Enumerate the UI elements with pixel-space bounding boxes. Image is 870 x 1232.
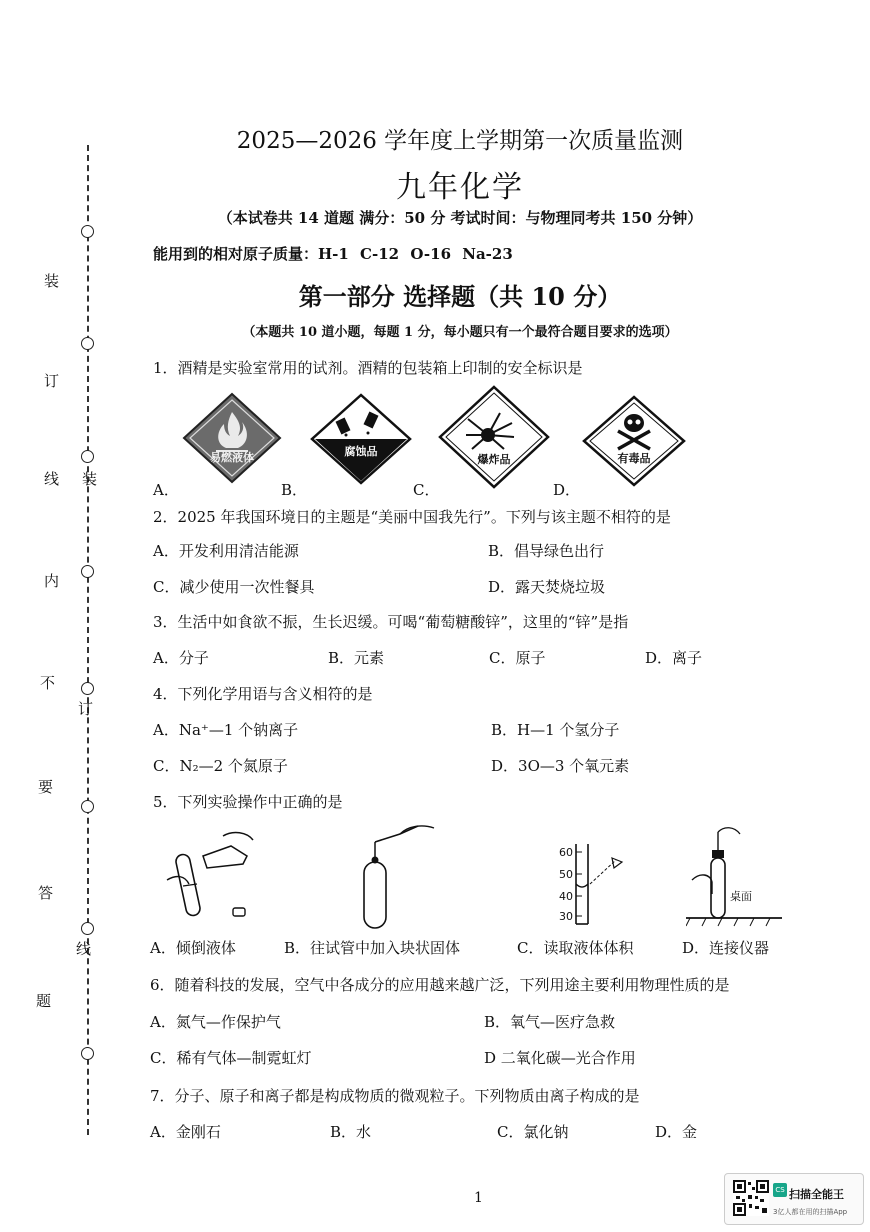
toxic-sign-icon bbox=[582, 395, 686, 487]
binding-hole-icon bbox=[81, 1047, 94, 1060]
scanner-tagline: 3亿人都在用的扫描App bbox=[773, 1208, 848, 1216]
binding-char: 订 bbox=[44, 372, 60, 390]
atomic-masses: 能用到的相对原子质量：H-1 C-12 O-16 Na-23 bbox=[153, 245, 513, 263]
corrosive-sign-icon bbox=[310, 393, 412, 485]
binding-hole-icon bbox=[81, 565, 94, 578]
option-a[interactable]: A．开发利用清洁能源 bbox=[153, 542, 299, 560]
option-d[interactable]: D．离子 bbox=[645, 649, 703, 667]
part-note: （本题共 10 道小题，每题 1 分，每小题只有一个最符合题目要求的选项） bbox=[242, 325, 678, 340]
option-d[interactable]: D 二氧化碳—光合作用 bbox=[484, 1049, 636, 1067]
option-c[interactable]: C．读取液体体积 bbox=[517, 939, 634, 957]
scanner-logo-icon: CS bbox=[773, 1183, 787, 1197]
binding-hole-icon bbox=[81, 922, 94, 935]
binding-char: 不 bbox=[40, 674, 56, 692]
option-b[interactable]: B． bbox=[281, 481, 308, 499]
question-stem: 5．下列实验操作中正确的是 bbox=[153, 793, 343, 811]
cylinder-tick-label: 30 bbox=[559, 910, 573, 923]
explosive-sign-icon bbox=[438, 385, 550, 489]
binding-char: 订 bbox=[78, 700, 94, 718]
binding-char: 答 bbox=[38, 884, 54, 902]
option-a[interactable]: A． bbox=[153, 481, 179, 499]
binding-char: 装 bbox=[82, 470, 98, 488]
pour-liquid-illustration-icon bbox=[163, 826, 263, 924]
option-b[interactable]: B．水 bbox=[330, 1123, 372, 1141]
option-d[interactable]: D． bbox=[553, 481, 581, 499]
option-a[interactable]: A．分子 bbox=[153, 649, 209, 667]
option-b[interactable]: B．元素 bbox=[328, 649, 385, 667]
graduated-cylinder-illustration-icon bbox=[550, 840, 636, 930]
question-stem: 2．2025 年我国环境日的主题是“美丽中国我先行”。下列与该主题不相符的是 bbox=[153, 508, 671, 526]
question-stem: 6．随着科技的发展，空气中各成分的应用越来越广泛，下列用途主要利用物理性质的是 bbox=[150, 976, 730, 994]
binding-char: 题 bbox=[36, 992, 52, 1010]
exam-title: 2025—2026 学年度上学期第一次质量监测 bbox=[236, 128, 684, 154]
binding-hole-icon bbox=[81, 450, 94, 463]
option-b[interactable]: B．倡导绿色出行 bbox=[488, 542, 605, 560]
binding-char: 内 bbox=[44, 572, 60, 590]
option-c[interactable]: C．N₂—2 个氮原子 bbox=[153, 757, 288, 775]
question-stem: 3．生活中如食欲不振，生长迟缓。可喝“葡萄糖酸锌”，这里的“锌”是指 bbox=[153, 613, 629, 631]
cylinder-tick-label: 40 bbox=[559, 890, 573, 903]
option-c[interactable]: C．稀有气体—制霓虹灯 bbox=[150, 1049, 312, 1067]
binding-char: 线 bbox=[76, 940, 92, 958]
option-d[interactable]: D．露天焚烧垃圾 bbox=[488, 578, 606, 596]
option-c[interactable]: C．原子 bbox=[489, 649, 546, 667]
exam-info: （本试卷共 14 道题 满分：50 分 考试时间：与物理同考共 150 分钟） bbox=[217, 209, 703, 227]
page-number: 1 bbox=[474, 1190, 483, 1206]
cylinder-tick-label: 50 bbox=[559, 868, 573, 881]
option-b[interactable]: B．往试管中加入块状固体 bbox=[284, 939, 461, 957]
binding-char: 装 bbox=[44, 272, 60, 290]
connect-apparatus-illustration-icon bbox=[686, 822, 786, 928]
sign-label: 易燃液体 bbox=[210, 451, 254, 464]
option-a[interactable]: A．倾倒液体 bbox=[150, 939, 236, 957]
binding-hole-icon bbox=[81, 800, 94, 813]
option-d[interactable]: D．金 bbox=[655, 1123, 698, 1141]
subject-title: 九年化学 bbox=[396, 170, 524, 205]
option-c[interactable]: C． bbox=[413, 481, 440, 499]
table-label: 桌面 bbox=[730, 890, 752, 903]
scanner-name: 扫描全能王 bbox=[789, 1188, 844, 1201]
part-title: 第一部分 选择题（共 10 分） bbox=[298, 282, 622, 311]
qr-code-icon bbox=[733, 1180, 769, 1216]
option-c[interactable]: C．氯化钠 bbox=[497, 1123, 569, 1141]
option-a[interactable]: A．Na⁺—1 个钠离子 bbox=[153, 721, 299, 739]
sign-label: 有毒品 bbox=[617, 452, 651, 465]
option-a[interactable]: A．金刚石 bbox=[150, 1123, 221, 1141]
cylinder-tick-label: 60 bbox=[559, 846, 573, 859]
option-c[interactable]: C．减少使用一次性餐具 bbox=[153, 578, 315, 596]
scanner-watermark bbox=[724, 1173, 864, 1225]
option-a[interactable]: A．氮气—作保护气 bbox=[150, 1013, 281, 1031]
sign-label: 爆炸品 bbox=[477, 453, 511, 466]
option-d[interactable]: D．连接仪器 bbox=[682, 939, 770, 957]
binding-char: 线 bbox=[44, 470, 60, 488]
question-stem: 7．分子、原子和离子都是构成物质的微观粒子。下列物质由离子构成的是 bbox=[150, 1087, 640, 1105]
question-stem: 4．下列化学用语与含义相符的是 bbox=[153, 685, 373, 703]
add-solid-illustration-icon bbox=[356, 820, 446, 930]
question-stem: 1．酒精是实验室常用的试剂。酒精的包装箱上印制的安全标识是 bbox=[153, 359, 583, 377]
binding-hole-icon bbox=[81, 682, 94, 695]
option-b[interactable]: B．氧气—医疗急救 bbox=[484, 1013, 616, 1031]
flammable-liquid-sign-icon bbox=[182, 392, 282, 484]
option-b[interactable]: B．H—1 个氢分子 bbox=[491, 721, 620, 739]
option-d[interactable]: D．3O—3 个氧元素 bbox=[491, 757, 630, 775]
binding-char: 要 bbox=[38, 778, 54, 796]
sign-label: 腐蚀品 bbox=[344, 445, 378, 458]
